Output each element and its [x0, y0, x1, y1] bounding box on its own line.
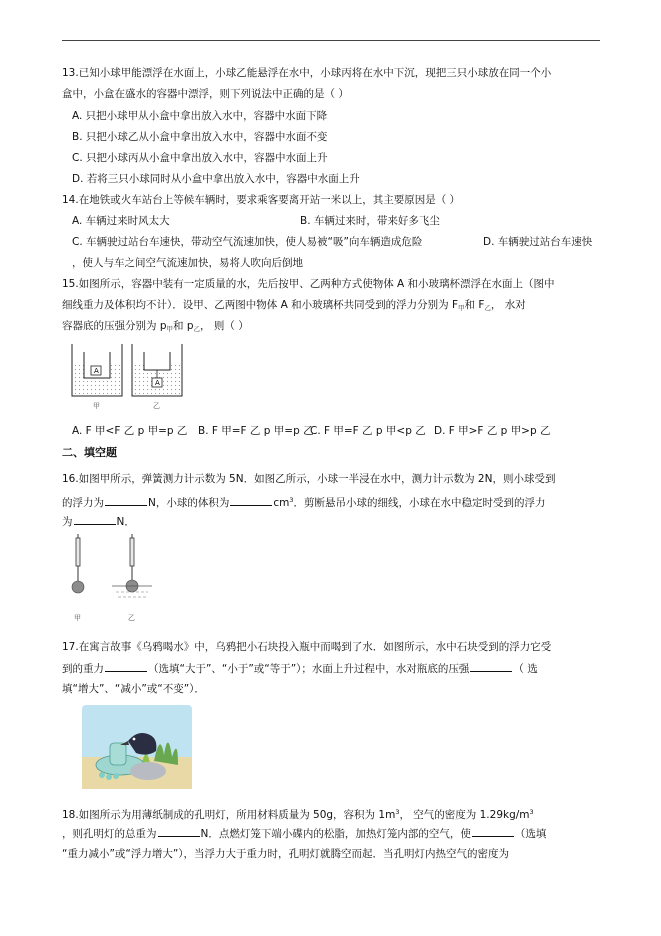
q14-option-d: D. 车辆驶过站台车速快 — [483, 236, 593, 248]
q17-crow-illustration — [82, 705, 192, 789]
section-heading-fill-blank: 二、填空题 — [62, 446, 117, 459]
q17-blank-1[interactable] — [105, 661, 147, 672]
q15-option-c: C. F 甲=F 乙 p 甲<p 乙 — [310, 425, 426, 437]
q16-spring-scale-jia — [72, 534, 84, 593]
q15-figure — [66, 340, 186, 412]
q13-stem-line1: 13.已知小球甲能漂浮在水面上，小球乙能悬浮在水中，小球丙将在水中下沉，现把三只小球放在同一个小 — [62, 67, 552, 79]
q18-line2: ，则孔明灯的总重为 N．点燃灯笼下端小碟内的松脂，加热灯笼内部的空气，使 （选填 — [62, 828, 547, 840]
q15-fig-label-jia: 甲 — [93, 402, 100, 410]
q14-stem: 14.在地铁或火车站台上等候车辆时，要求乘客要离开站一米以上，其主要原因是（ ） — [62, 194, 461, 206]
q15-option-d: D. F 甲>F 乙 p 甲>p 乙 — [434, 425, 551, 437]
header-rule — [62, 40, 600, 41]
q15-container-yi — [132, 344, 182, 396]
q13-option-b: B. 只把小球乙从小盒中拿出放入水中，容器中水面不变 — [72, 131, 328, 143]
q13-stem-line2: 盒中，小盒在盛水的容器中漂浮，则下列说法中正确的是（ ） — [62, 88, 349, 100]
q17-line2: 到的重力 （选填“大于”、“小于”或“等于”）；水面上升过程中，水对瓶底的压强 （ 选 — [62, 663, 538, 675]
q14-option-c: C. 车辆驶过站台车速快，带动空气流速加快，使人易被“吸”向车辆造成危险 — [72, 236, 423, 248]
q14-option-a: A. 车辆过来时风太大 — [72, 215, 170, 227]
q16-spring-scale-yi — [112, 534, 152, 597]
q13-option-c: C. 只把小球丙从小盒中拿出放入水中，容器中水面上升 — [72, 152, 328, 164]
q15-stem-line3: 容器底的压强分别为 $p_甲$和 $p_乙$， 则（ ） — [62, 320, 249, 333]
q16-fig-label-yi: 乙 — [128, 614, 135, 622]
q16-figure — [62, 534, 152, 626]
q13-option-a: A. 只把小球甲从小盒中拿出放入水中，容器中水面下降 — [72, 110, 328, 122]
q15-container-jia — [72, 344, 122, 396]
q16-blank-2[interactable] — [230, 495, 272, 506]
q18-blank-2[interactable] — [472, 826, 514, 837]
q16-line3: 为 N． — [62, 516, 135, 528]
q18-line3: “重力减小”或“浮力增大”），当浮力大于重力时，孔明灯就腾空而起．当孔明灯内热空气的密度为 — [62, 848, 510, 860]
q15-stem-line2: 细线重力及体积均不计）．设甲、乙两图中物体 A 和小玻璃杯共同受到的浮力分别为 $F_甲$和 $F_乙$， 水对 — [62, 299, 526, 312]
q15-box-label-jia: A — [94, 367, 99, 375]
q17-blank-2[interactable] — [470, 661, 512, 672]
q17-line1: 17.在寓言故事《乌鸦喝水》中，乌鸦把小石块投入瓶中而喝到了水．如图所示，水中石块受到的浮力它受 — [62, 641, 552, 653]
q16-blank-1[interactable] — [105, 495, 147, 506]
q15-option-b: B. F 甲=F 乙 p 甲=p 乙 — [198, 425, 314, 437]
q13-option-d: D. 若将三只小球同时从小盒中拿出放入水中，容器中水面上升 — [72, 173, 360, 185]
q17-line3: 填“增大”、“减小”或“不变”）． — [62, 683, 205, 695]
q16-blank-3[interactable] — [74, 514, 116, 525]
q14-option-b: B. 车辆过来时，带来好多飞尘 — [300, 215, 440, 227]
q16-line1: 16.如图甲所示，弹簧测力计示数为 5N．如图乙所示，小球一半浸在水中，测力计示数为 2N，则小球受到 — [62, 473, 556, 485]
q16-line2: 的浮力为 N，小球的体积为 $cm^3$．剪断悬吊小球的细线，小球在水中稳定时受到的浮力 — [62, 496, 546, 509]
q18-line1: 18.如图所示为用薄纸制成的孔明灯，所用材料质量为 50g，容积为 $1m^3$， 空气的密度为 $1.29kg/m^3$ — [62, 808, 534, 821]
q15-option-a: A. F 甲<F 乙 p 甲=p 乙 — [72, 425, 188, 437]
q15-stem-line1: 15.如图所示，容器中装有一定质量的水，先后按甲、乙两种方式使物体 A 和小玻璃杯漂浮在水面上（图中 — [62, 278, 555, 290]
q18-blank-1[interactable] — [158, 826, 200, 837]
q16-fig-label-jia: 甲 — [74, 614, 81, 622]
q14-option-d-cont: ，使人与车之间空气流速加快，易将人吹向后倒地 — [72, 257, 303, 269]
q15-box-label-yi: A — [155, 379, 160, 387]
q15-fig-label-yi: 乙 — [153, 402, 160, 410]
